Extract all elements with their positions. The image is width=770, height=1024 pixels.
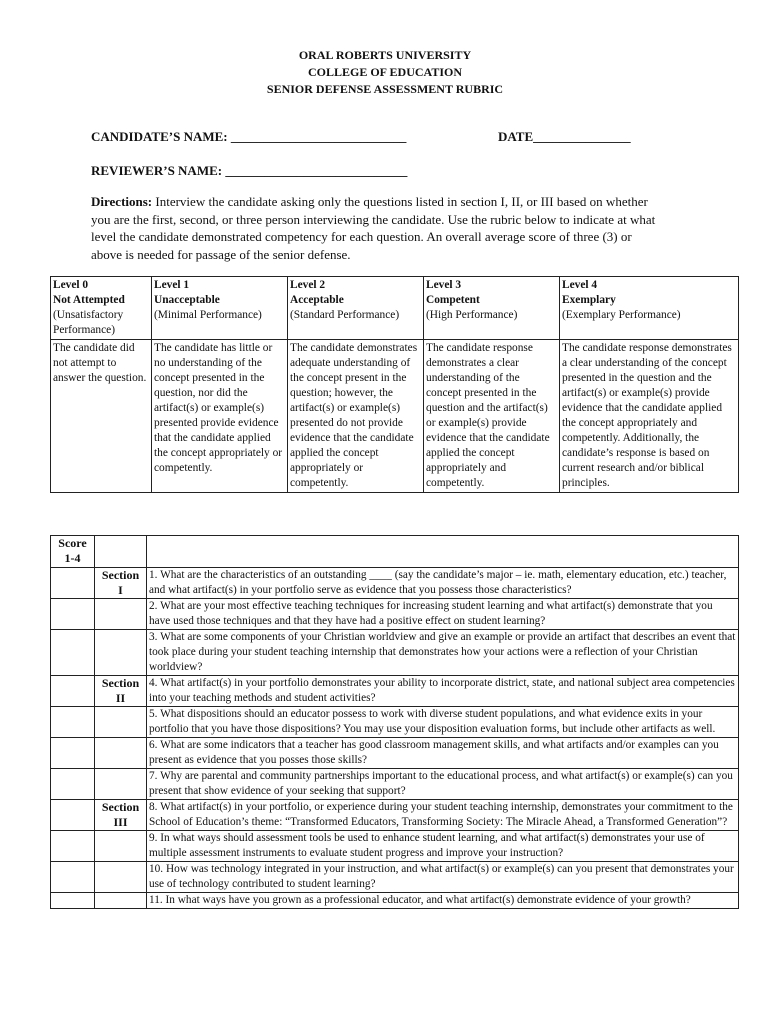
blank-header-cell xyxy=(147,536,739,568)
directions-label: Directions: xyxy=(91,194,153,209)
section-cell xyxy=(95,862,147,893)
candidate-name-field[interactable]: CANDIDATE’S NAME: ___________________________ xyxy=(91,129,407,144)
question-9: 9. In what ways should assessment tools be used to enhance student learning, and what artifact(s) demonstrates your use of multiple assessment instruments to evaluate student progress and improve your instruction? xyxy=(147,831,739,862)
rubric-table xyxy=(50,276,739,493)
question-2: 2. What are your most effective teaching techniques for increasing student learning and what artifact(s) demonstrate that you have used those techniques and that they have had a positive effect on student learning? xyxy=(147,599,739,630)
score-input-q10[interactable] xyxy=(51,862,95,893)
question-row xyxy=(51,568,739,599)
directions-text: Interview the candidate asking only the questions listed in section I, II, or III based on whether you are the first, second, or three person interviewing the candidate. Use the rubric below to indicate at what level the candidate demonstrated competency for each question. An overall average score of three (3) or above is needed for passage of the senior defense. xyxy=(91,194,656,262)
question-7: 7. Why are parental and community partnerships important to the educational process, and what artifact(s) or example(s) can you present that show evidence of your seeking that support? xyxy=(147,769,739,800)
university-name: ORAL ROBERTS UNIVERSITY xyxy=(298,48,472,62)
blank-header-cell xyxy=(95,536,147,568)
score-input-q2[interactable] xyxy=(51,599,95,630)
question-5: 5. What dispositions should an educator possess to work with diverse student populations, and what evidence exits in your portfolio that you have those dispositions? You may use your disposition evaluation forms, but include other artifacts as well. xyxy=(147,707,739,738)
question-row xyxy=(51,800,739,831)
score-input-q3[interactable] xyxy=(51,630,95,676)
rubric-level-0-header: Level 0 Not Attempted (Unsatisfactory Performance) xyxy=(51,277,152,340)
question-1: 1. What are the characteristics of an outstanding ____ (say the candidate’s major – ie. math, elementary education, etc.) teacher, and what artifact(s) in your portfolio serve as evidence that you possess those characteristics? xyxy=(147,568,739,599)
question-row xyxy=(51,893,739,909)
reviewer-name-field[interactable]: REVIEWER’S NAME: ____________________________ xyxy=(91,163,408,178)
score-input-q6[interactable] xyxy=(51,738,95,769)
question-3: 3. What are some components of your Christian worldview and give an example or provide an artifact that describes an event that took place during your student teaching internship that demonstrates how your actions were a reflection of your Christian worldview? xyxy=(147,630,739,676)
question-row xyxy=(51,862,739,893)
section-label-iii: Section III xyxy=(95,800,147,831)
questions-table xyxy=(50,535,739,909)
rubric-level-4-header: Level 4 Exemplary (Exemplary Performance) xyxy=(560,277,739,340)
directions xyxy=(91,193,661,263)
score-input-q1[interactable] xyxy=(51,568,95,599)
section-cell xyxy=(95,769,147,800)
section-label-i: Section I xyxy=(95,568,147,599)
college-name: COLLEGE OF EDUCATION xyxy=(307,65,463,79)
rubric-level-1-desc: The candidate has little or no understanding of the concept presented in the question, nor did the artifact(s) or example(s) presented provide evidence that the candidate applied the concept appropriately or competently. xyxy=(152,340,288,493)
score-input-q9[interactable] xyxy=(51,831,95,862)
section-cell xyxy=(95,738,147,769)
score-input-q8[interactable] xyxy=(51,800,95,831)
rubric-level-4-desc: The candidate response demonstrates a clear understanding of the concept presented in the question and the artifact(s) or example(s) provide evidence that the candidate applied the concept appropriately and competently. Additionally, the candidate’s response is based on current research and/or biblical principles. xyxy=(560,340,739,493)
section-cell xyxy=(95,831,147,862)
question-10: 10. How was technology integrated in your instruction, and what artifact(s) or example(s) can you present that demonstrates your use of technology contributed to student learning? xyxy=(147,862,739,893)
rubric-level-3-header: Level 3 Competent (High Performance) xyxy=(424,277,560,340)
rubric-header-row xyxy=(51,277,739,340)
question-row xyxy=(51,707,739,738)
section-cell xyxy=(95,707,147,738)
question-11: 11. In what ways have you grown as a professional educator, and what artifact(s) demonstrate evidence of your growth? xyxy=(147,893,739,909)
question-row xyxy=(51,769,739,800)
question-row xyxy=(51,630,739,676)
score-header: Score 1-4 xyxy=(51,536,95,568)
score-input-q11[interactable] xyxy=(51,893,95,909)
rubric-description-row xyxy=(51,340,739,493)
question-row xyxy=(51,599,739,630)
question-row xyxy=(51,676,739,707)
rubric-level-2-header: Level 2 Acceptable (Standard Performance) xyxy=(288,277,424,340)
rubric-level-1-header: Level 1 Unacceptable (Minimal Performance) xyxy=(152,277,288,340)
question-row xyxy=(51,831,739,862)
question-row xyxy=(51,738,739,769)
score-input-q5[interactable] xyxy=(51,707,95,738)
section-cell xyxy=(95,630,147,676)
section-label-ii: Section II xyxy=(95,676,147,707)
question-6: 6. What are some indicators that a teacher has good classroom management skills, and what artifacts and/or examples can you present as evidence that you posses those skills? xyxy=(147,738,739,769)
score-input-q7[interactable] xyxy=(51,769,95,800)
document-title: SENIOR DEFENSE ASSESSMENT RUBRIC xyxy=(266,82,504,96)
rubric-level-3-desc: The candidate response demonstrates a clear understanding of the concept presented in the question and the artifact(s) or example(s) provide evidence that the candidate applied the concept appropriately and competently. xyxy=(424,340,560,493)
section-cell xyxy=(95,893,147,909)
question-4: 4. What artifact(s) in your portfolio demonstrates your ability to incorporate district, state, and national subject area competencies into your teaching methods and student activities? xyxy=(147,676,739,707)
section-cell xyxy=(95,599,147,630)
score-header-row xyxy=(51,536,739,568)
rubric-level-0-desc: The candidate did not attempt to answer the question. xyxy=(51,340,152,493)
score-input-q4[interactable] xyxy=(51,676,95,707)
question-8: 8. What artifact(s) in your portfolio, or experience during your student teaching internship, demonstrates your commitment to the School of Education’s theme: “Transformed Educators, Transforming Society: The Miracle Ahead, a Transformed Generation”? xyxy=(147,800,739,831)
date-field[interactable]: DATE_______________ xyxy=(498,129,631,144)
rubric-level-2-desc: The candidate demonstrates adequate understanding of the concept present in the question; however, the artifact(s) or example(s) presented do not provide evidence that the candidate applied the concept appropriately or competently. xyxy=(288,340,424,493)
